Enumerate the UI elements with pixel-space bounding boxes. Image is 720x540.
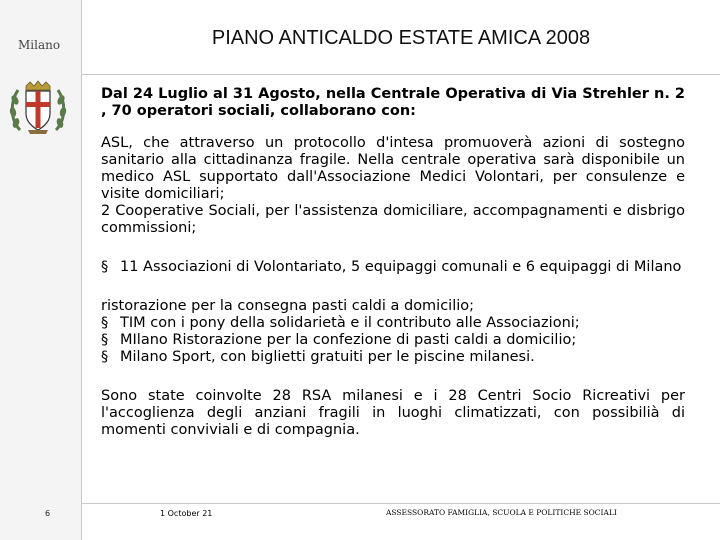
page-number: 6	[45, 509, 51, 518]
list-item-text: TIM con i pony della solidarietà e il contributo alle Associazioni;	[120, 315, 580, 331]
list-item-text: Milano Sport, con biglietti gratuiti per le piscine milanesi.	[120, 349, 535, 365]
footer-department: ASSESSORATO FAMIGLIA, SCUOLA E POLITICHE SOCIALI	[386, 508, 617, 517]
list-item	[101, 332, 685, 349]
list-item	[101, 315, 685, 332]
lead-paragraph: Dal 24 Luglio al 31 Agosto, nella Centrale Operativa di Via Strehler n. 2 , 70 operatori sociali, collaborano con:	[101, 86, 685, 119]
associazioni-list	[101, 259, 685, 276]
footer-date: 1 October 21	[160, 509, 213, 518]
cooperative-paragraph: 2 Cooperative Sociali, per l'assistenza domiciliare, accompagnamenti e disbrigo commissioni;	[101, 203, 685, 236]
partner-list	[101, 315, 685, 366]
rsa-paragraph: Sono state coinvolte 28 RSA milanesi e i 28 Centri Socio Ricreativi per l'accoglienza degli anziani fragili in luoghi climatizzati, con possibilià di momenti conviviali e di compagnia.	[101, 388, 685, 438]
footer-divider	[82, 503, 720, 504]
brand-logo-text: Milano	[18, 38, 61, 52]
asl-paragraph: ASL, che attraverso un protocollo d'intesa promuoverà azioni di sostegno sanitario alla cittadinanza fragile. Nella centrale operativa sarà disponibile un medico ASL supportato dall'Associazione Medici Volontari, per consulenze e visite domiciliari;	[101, 135, 685, 202]
ristorazione-intro: ristorazione per la consegna pasti caldi a domicilio;	[101, 298, 475, 314]
list-item-text: 11 Associazioni di Volontariato, 5 equipaggi comunali e 6 equipaggi di Milano	[120, 259, 682, 275]
list-item	[101, 259, 685, 276]
slide-body	[101, 86, 685, 439]
sidebar	[0, 0, 82, 540]
milano-crest-icon	[6, 80, 70, 136]
header-divider	[82, 74, 720, 75]
list-item	[101, 349, 685, 366]
list-item-text: MIlano Ristorazione per la confezione di pasti caldi a domicilio;	[120, 332, 577, 348]
page-title: PIANO ANTICALDO ESTATE AMICA 2008	[211, 27, 591, 49]
